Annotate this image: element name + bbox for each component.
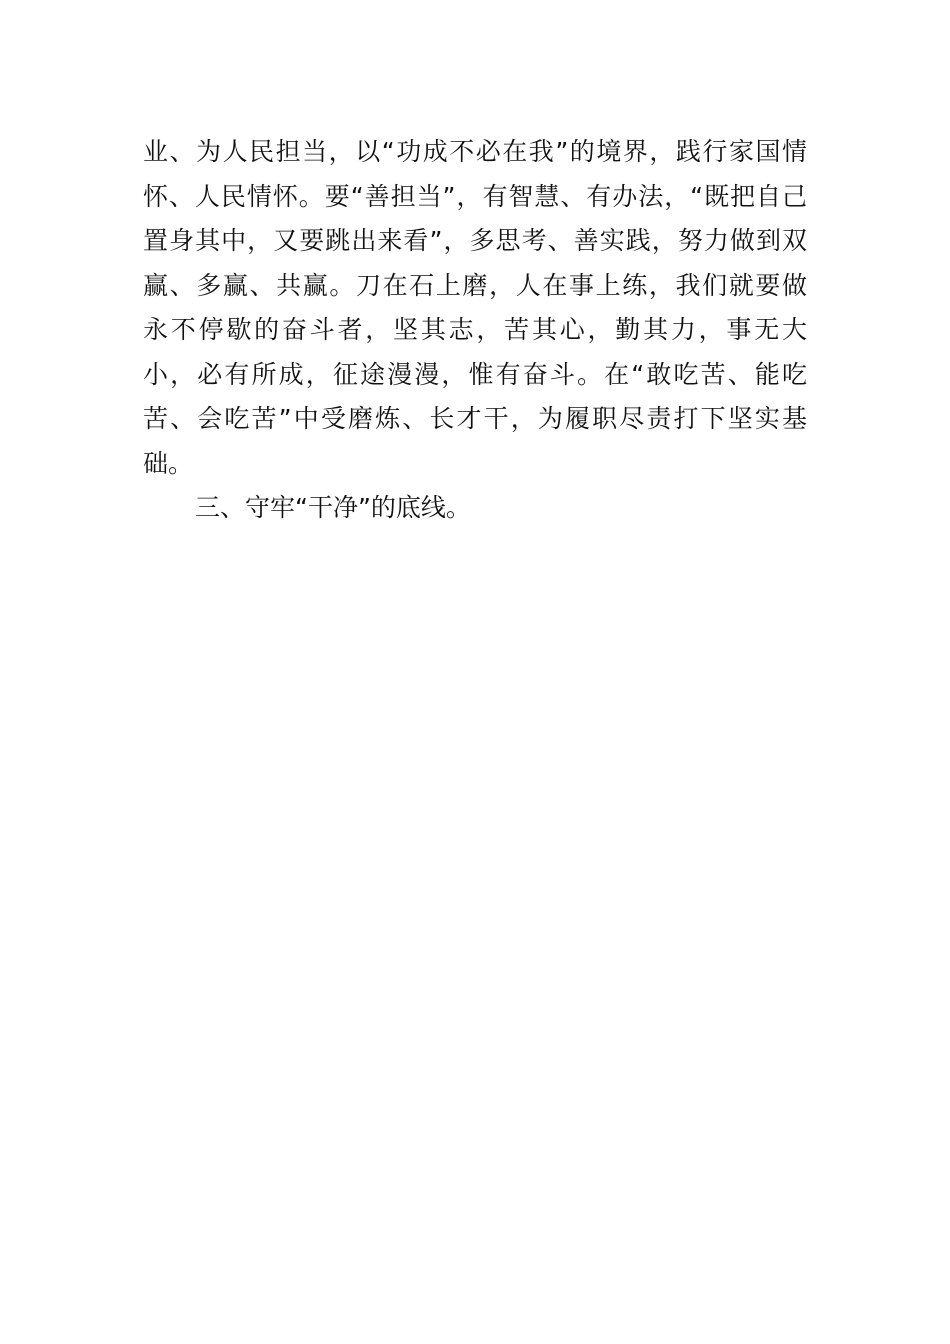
paragraph-line: 怀、人民情怀。要“善担当”，有智慧、有办法，“既把自己 [143, 181, 807, 211]
paragraph-line: 置身其中，又要跳出来看”，多思考、善实践，努力做到双 [143, 226, 807, 255]
paragraph-line: 永不停歇的奋斗者，坚其志，苦其心，勤其力，事无大 [143, 315, 807, 344]
paragraph-line: 苦、会吃苦”中受磨炼、长才干，为履职尽责打下坚实基 [143, 404, 807, 433]
section-heading: 三、守牢“干净”的底线。 [195, 493, 471, 522]
paragraph-line: 赢、多赢、共赢。刀在石上磨，人在事上练，我们就要做 [143, 270, 807, 300]
paragraph-line: 业、为人民担当，以“功成不必在我”的境界，践行家国情 [143, 137, 807, 166]
paragraph-line-last: 础。 [143, 448, 194, 478]
body-text [143, 130, 807, 531]
paragraph-line: 小，必有所成，征途漫漫，惟有奋斗。在“敢吃苦、能吃 [143, 359, 807, 389]
